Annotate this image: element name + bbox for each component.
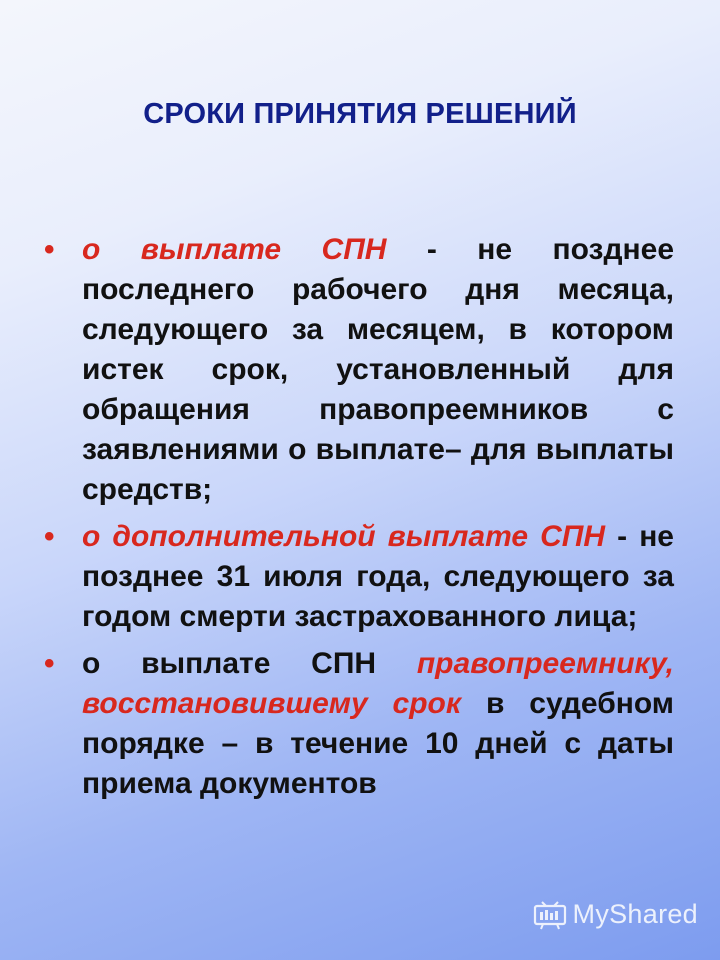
bullet-item-additional-payment — [44, 517, 674, 637]
bullet-text: - не позднее последнего рабочего дня месяца, следующего за месяцем, в котором истек срок, установленный для обращения правопреемников с заявлениями о выплате– для выплаты средств; — [82, 233, 675, 506]
bullet-emphasis: о выплате СПН — [82, 233, 387, 266]
bullet-text: в судебном порядке – в течение 10 дней с даты приема документов — [82, 687, 674, 800]
bullet-list — [44, 230, 674, 811]
bullet-marker: • — [44, 647, 55, 680]
bullet-marker: • — [44, 520, 55, 553]
slide-title: СРОКИ ПРИНЯТИЯ РЕШЕНИЙ — [143, 98, 577, 130]
bullet-item-spn-payment — [44, 230, 674, 510]
bullet-text: - не позднее 31 июля года, следующего за годом смерти застрахованного лица; — [82, 520, 674, 633]
bullet-item-successor-payment — [44, 644, 674, 804]
myshared-logo-icon — [533, 900, 567, 930]
watermark — [533, 899, 698, 930]
bullet-emphasis: правопреемнику, восстановившему срок — [82, 647, 674, 720]
watermark-text: MyShared — [572, 899, 698, 929]
bullet-prefix: о выплате СПН — [82, 647, 417, 680]
bullet-emphasis: о дополнительной выплате СПН — [82, 520, 606, 553]
bullet-marker: • — [44, 233, 55, 266]
